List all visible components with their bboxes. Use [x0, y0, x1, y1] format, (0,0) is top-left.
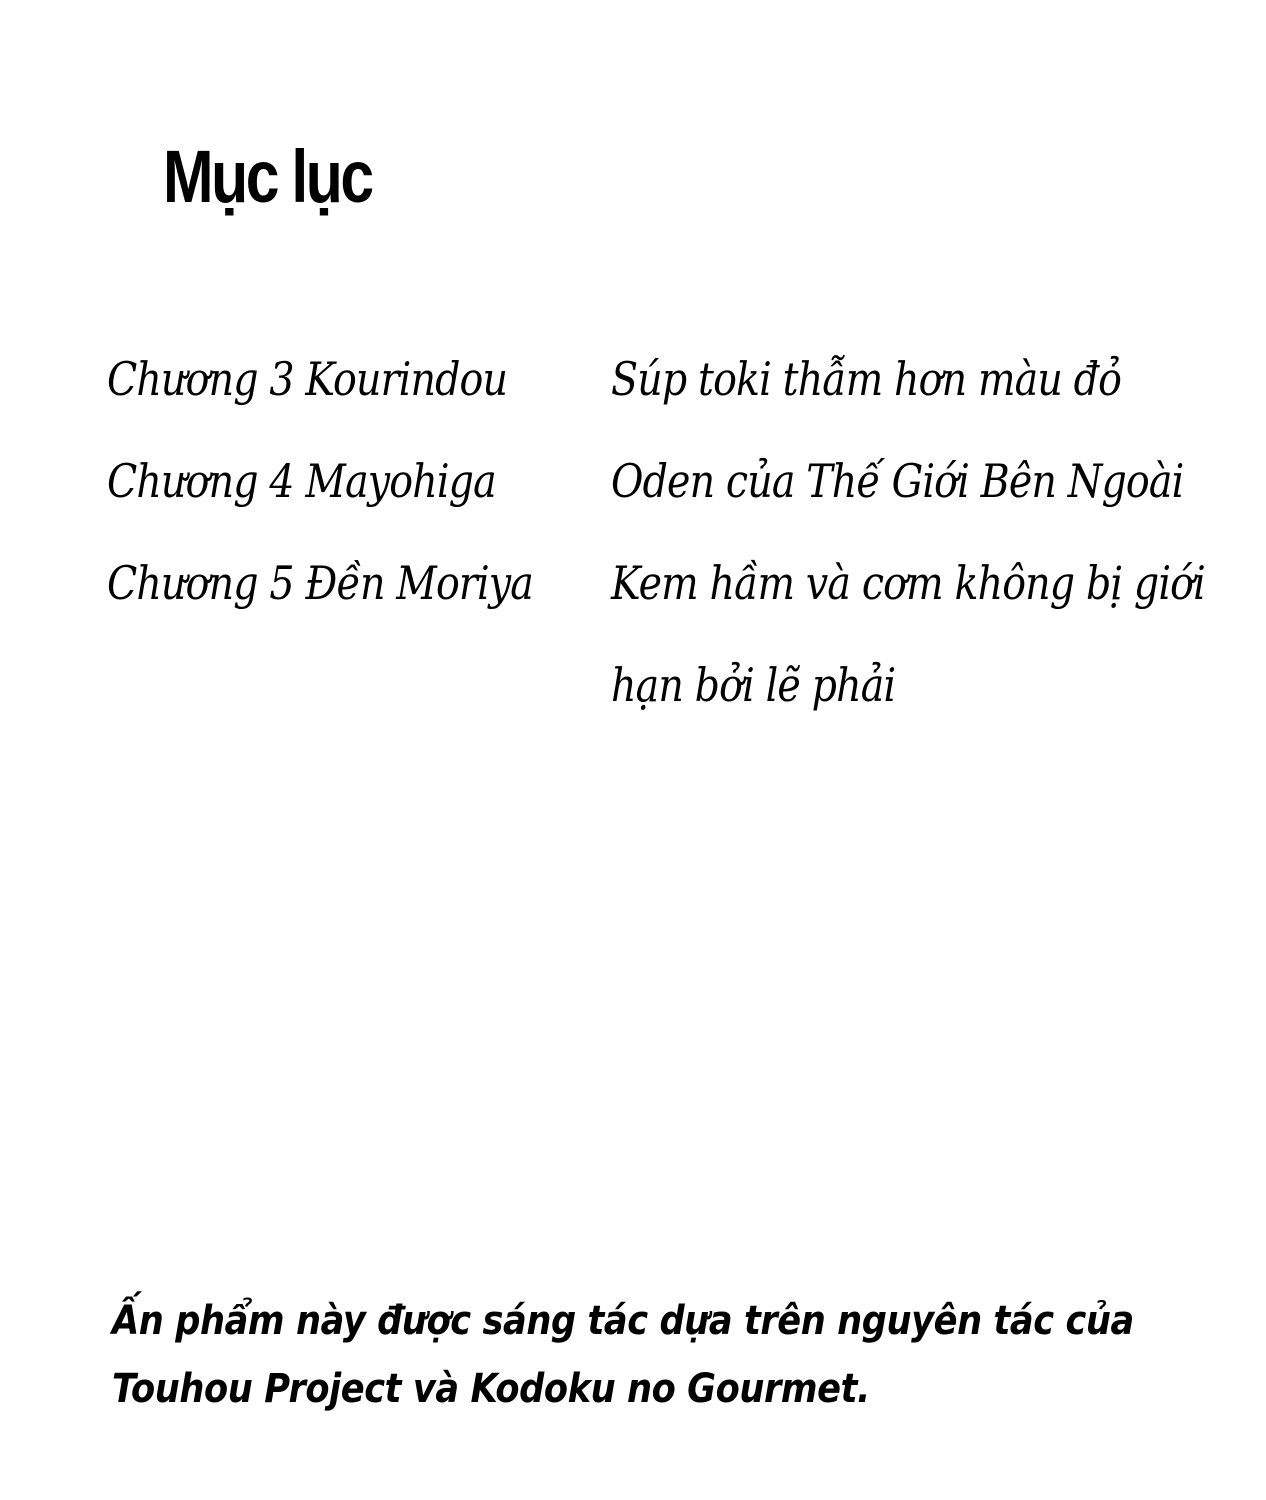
- chapter-title-4: Oden của Thế Giới Bên Ngoài: [611, 454, 1184, 508]
- chapter-label-4: Chương 4 Mayohiga: [107, 454, 496, 508]
- chapter-label-3: Chương 3 Kourindou: [107, 352, 508, 406]
- chapter-title-5-continued: hạn bởi lẽ phải: [611, 658, 896, 712]
- chapter-title-5: Kem hầm và cơm không bị giới: [611, 556, 1205, 610]
- page-title: Mục lục: [163, 135, 372, 218]
- chapter-label-5: Chương 5 Đền Moriya: [107, 556, 533, 610]
- source-note: [112, 1287, 1232, 1423]
- source-note-line-1: Ấn phẩm này được sáng tác dựa trên nguyên tác của: [112, 1298, 1134, 1344]
- source-note-line-2: Touhou Project và Kodoku no Gourmet.: [112, 1366, 870, 1412]
- chapter-title-3: Súp toki thẫm hơn màu đỏ: [611, 352, 1122, 406]
